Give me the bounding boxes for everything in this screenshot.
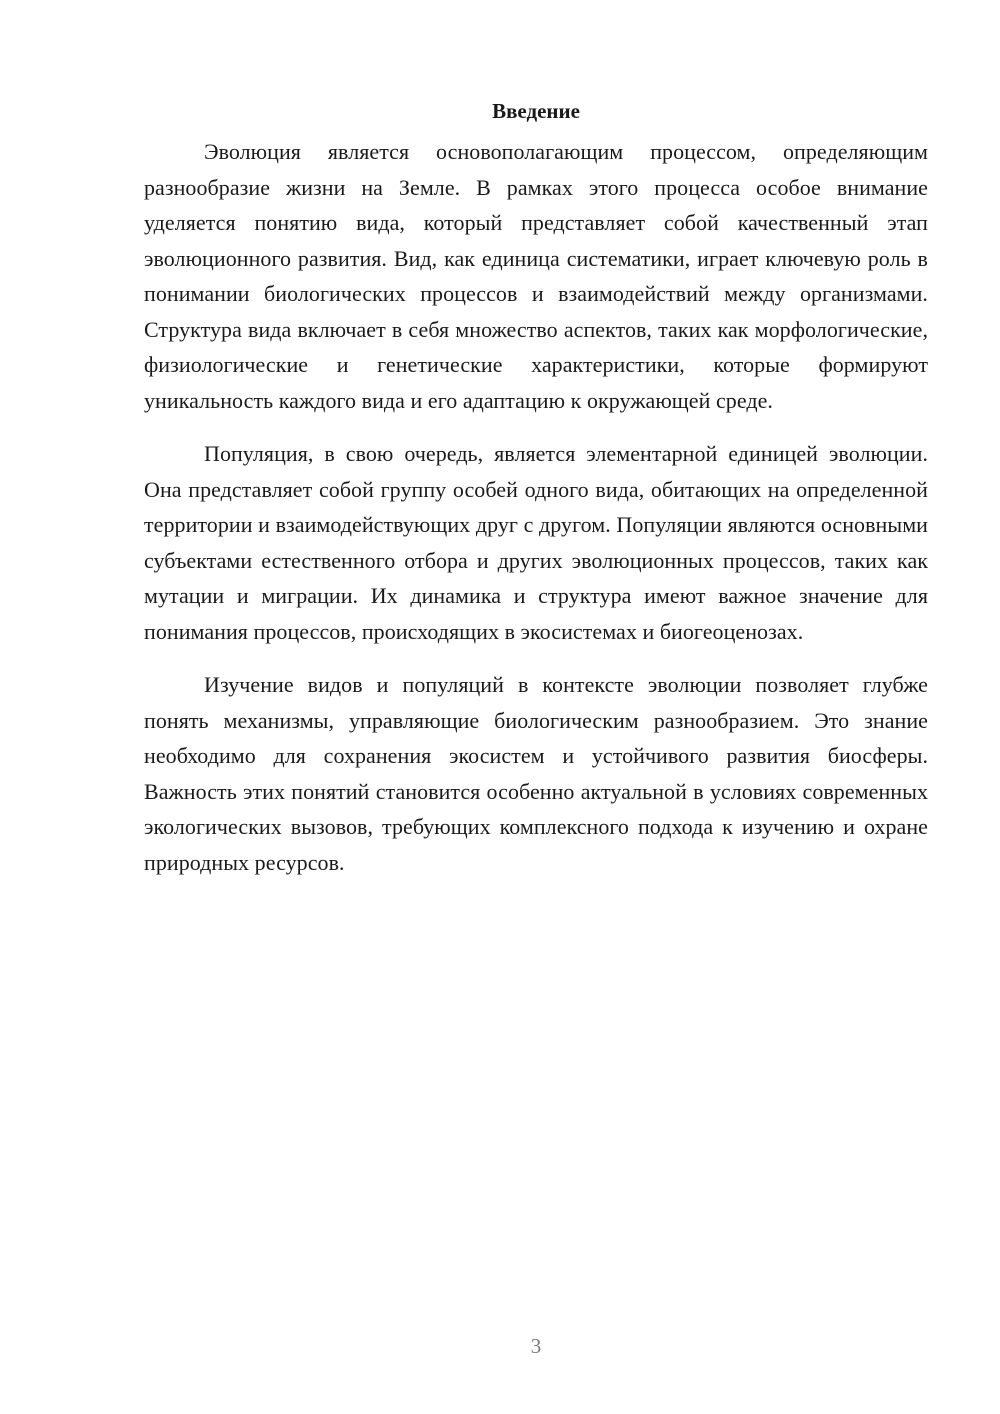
page-number: 3 — [530, 1334, 542, 1358]
paragraph-evolution: Эволюция является основополагающим процессом, определяющим разнообразие жизни на Земле. В рамках этого процесса особое внимание уделяется понятию вида, который представляет собой качественный этап эволюционного развития. Вид, как единица систематики, играет ключевую роль в понимании биологических процессов и взаимодействий между организмами. Структура вида включает в себя множество аспектов, таких как морфологические, физиологические и генетические характеристики, которые формируют уникальность каждого вида и его адаптацию к окружающей среде. — [144, 139, 928, 413]
paragraph-study: Изучение видов и популяций в контексте эволюции позволяет глубже понять механизмы, управляющие биологическим разнообразием. Это знание необходимо для сохранения экосистем и устойчивого развития биосферы. Важность этих понятий становится особенно актуальной в условиях современных экологических вызовов, требующих комплексного подхода к изучению и охране природных ресурсов. — [144, 672, 928, 875]
section-heading: Введение — [492, 99, 580, 123]
paragraph-population: Популяция, в свою очередь, является элементарной единицей эволюции. Она представляет собой группу особей одного вида, обитающих на определенной территории и взаимодействующих друг с другом. Популяции являются основными субъектами естественного отбора и других эволюционных процессов, таких как мутации и миграции. Их динамика и структура имеют важное значение для понимания процессов, происходящих в экосистемах и биогеоценозах. — [144, 441, 928, 644]
page-content — [144, 96, 928, 898]
